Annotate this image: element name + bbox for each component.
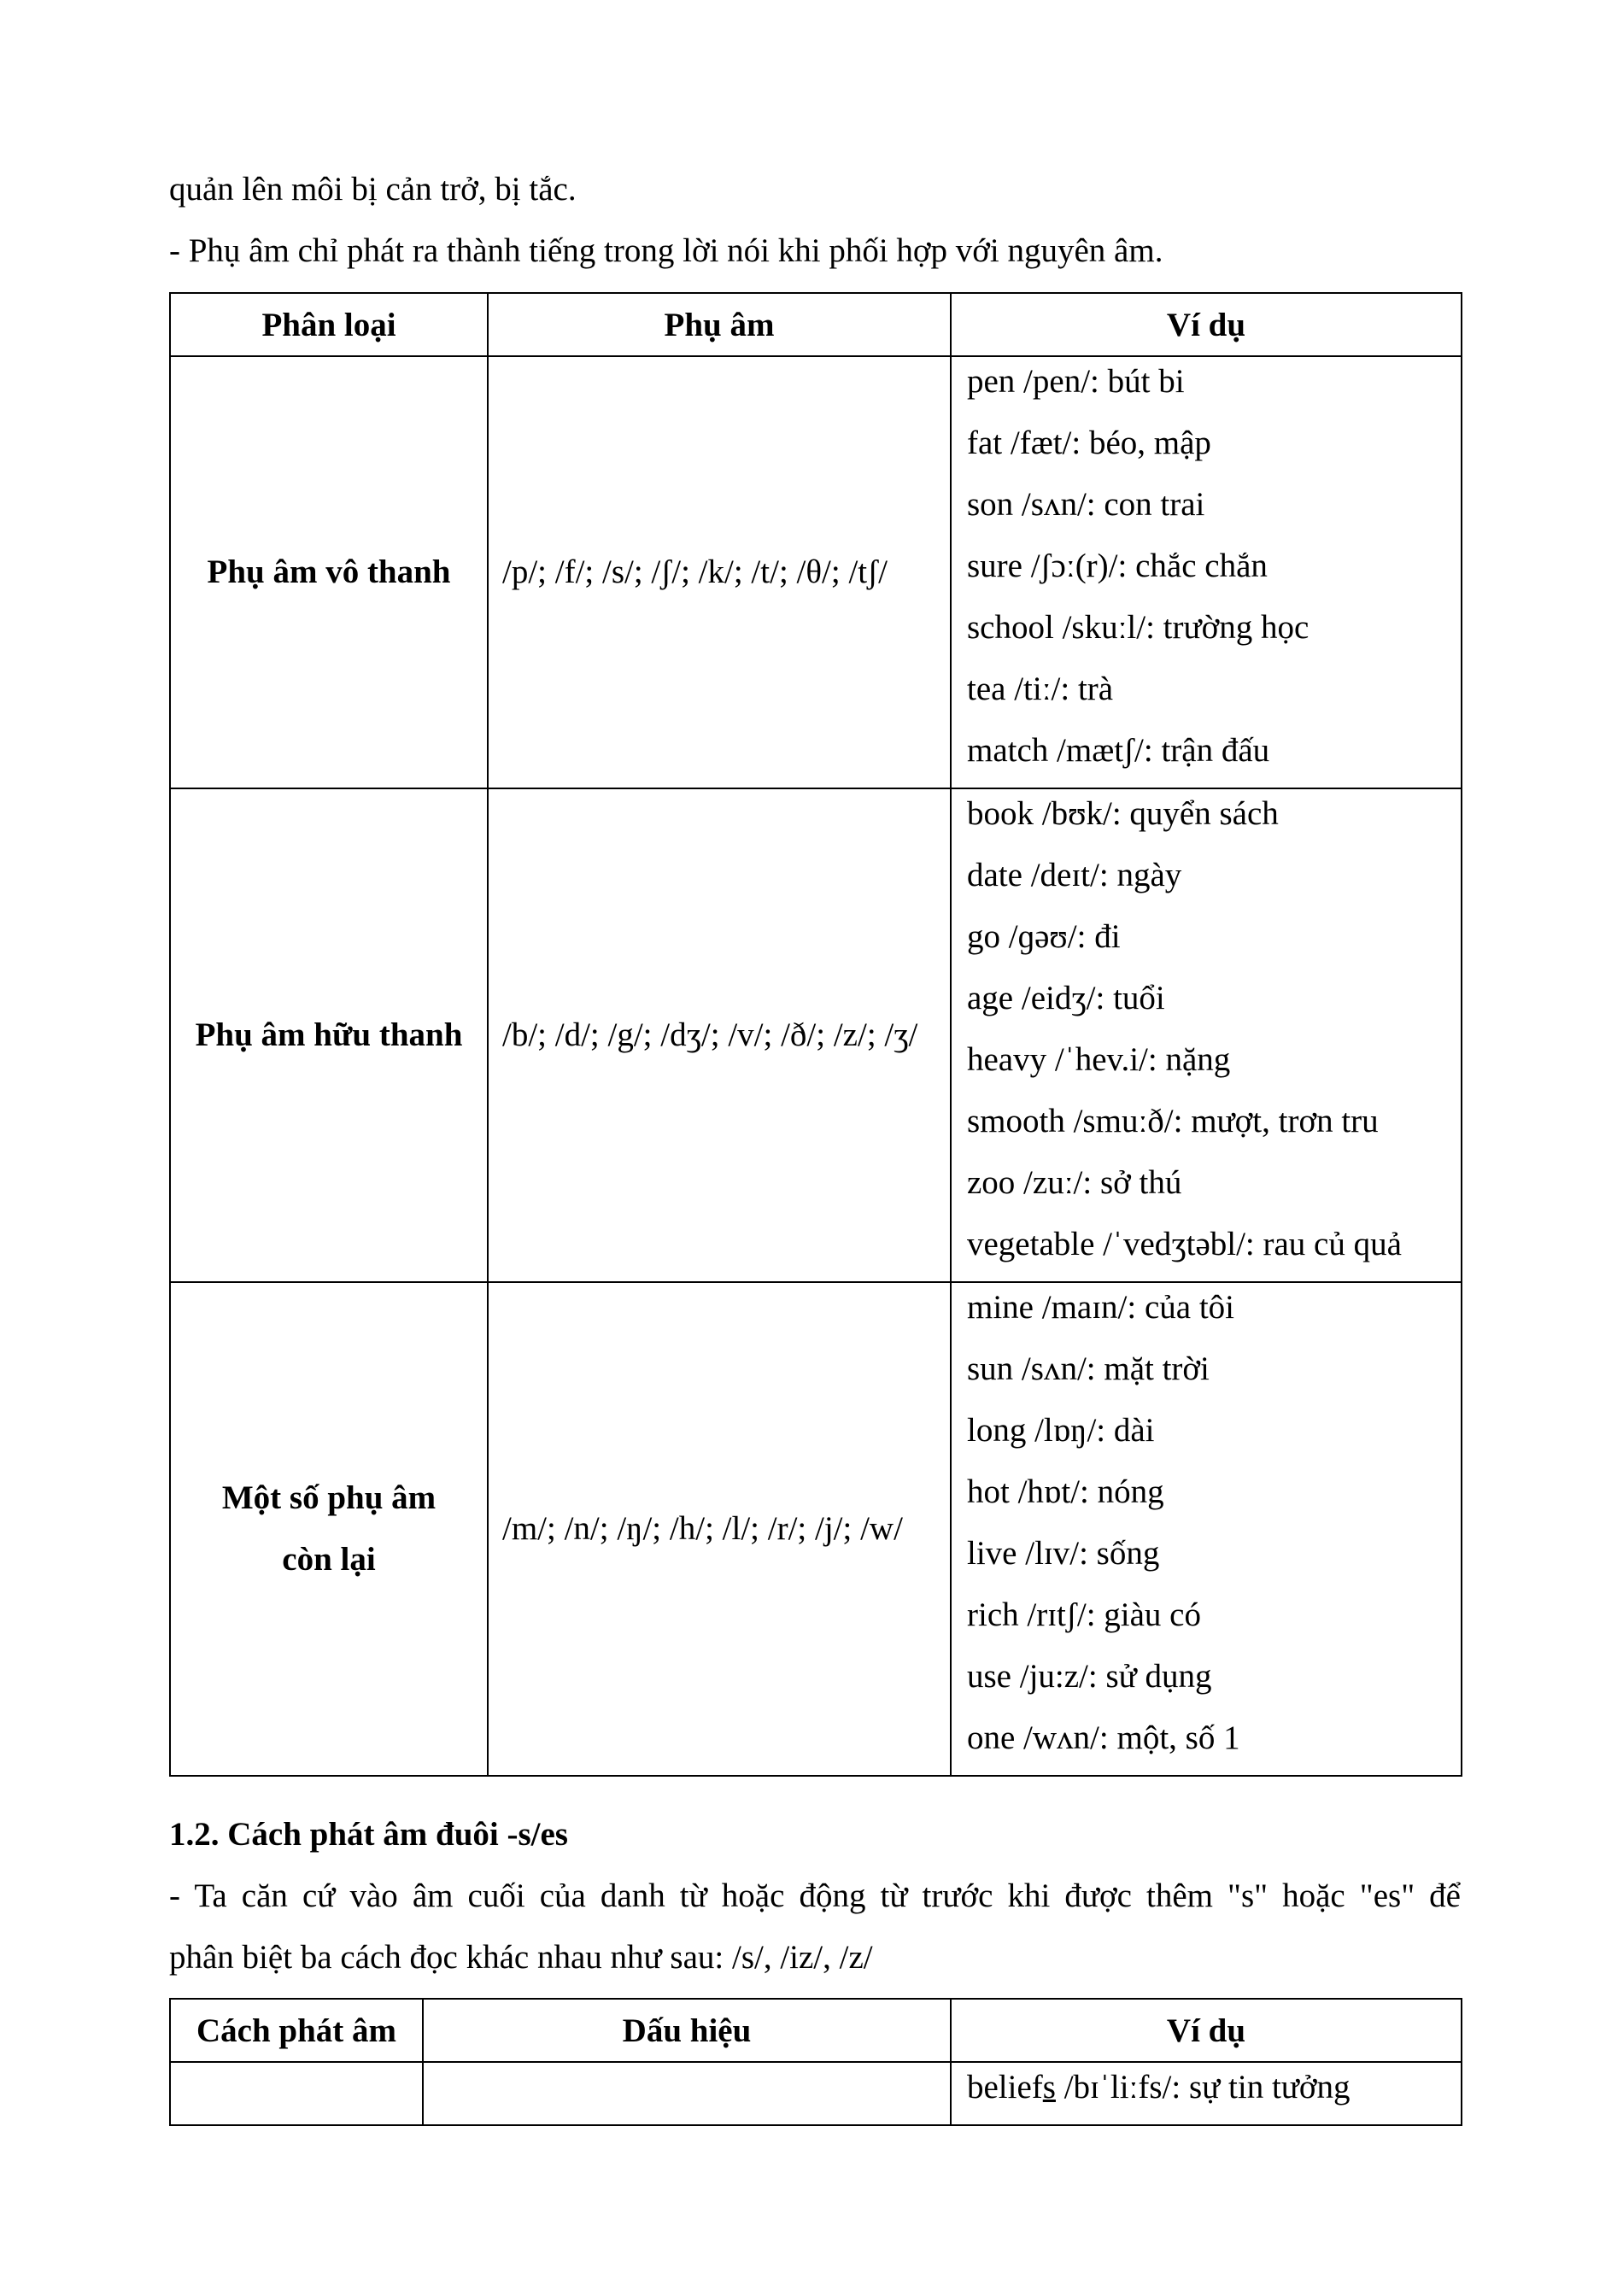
suffix-table-header-row [170, 1999, 1462, 2062]
section-paragraph-line-2: phân biệt ba cách đọc khác nhau như sau: /s/, /iz/, /z/ [169, 1939, 873, 1976]
consonant-list: /b/; /d/; /g/; /dʒ/; /v/; /ð/; /z/; /ʒ/ [502, 1016, 918, 1053]
section-heading: 1.2. Cách phát âm đuôi -s/es [169, 1816, 568, 1853]
header-category: Phân loại [170, 293, 488, 356]
consonant-cell [488, 356, 951, 788]
header-consonant: Phụ âm [488, 293, 951, 356]
category-label: Phụ âm vô thanh [207, 554, 451, 590]
example-item: match /mætʃ/: trận đấu [967, 732, 1270, 769]
table-row [170, 788, 1462, 1282]
example-item: heavy /ˈhev.i/: nặng [967, 1041, 1231, 1078]
example-item: long /lɒŋ/: dài [967, 1412, 1155, 1449]
category-label: Phụ âm hữu thanh [195, 1016, 463, 1053]
example-item: go /ɡəʊ/: đi [967, 918, 1121, 955]
example-item: date /deɪt/: ngày [967, 857, 1182, 893]
consonant-cell [488, 788, 951, 1282]
category-cell [170, 1282, 488, 1776]
example-item: rich /rɪtʃ/: giàu có [967, 1596, 1201, 1633]
example-item: mine /maɪn/: của tôi [967, 1289, 1235, 1326]
example-item [967, 2063, 1461, 2124]
sign-cell [423, 2062, 951, 2125]
example-item: sure /ʃɔː(r)/: chắc chắn [967, 548, 1268, 584]
example-item: hot /hɒt/: nóng [967, 1473, 1164, 1510]
consonant-table-header-row [170, 293, 1462, 356]
example-cell [951, 1282, 1462, 1776]
example-cell [951, 788, 1462, 1282]
example-cell [951, 356, 1462, 788]
example-item: one /wʌn/: một, số 1 [967, 1719, 1240, 1756]
example-cell [951, 2062, 1462, 2125]
example-item: school /skuːl/: trường học [967, 609, 1310, 646]
example-item: book /bʊk/: quyển sách [967, 795, 1279, 832]
example-item: vegetable /ˈvedʒtəbl/: rau củ quả [967, 1226, 1402, 1262]
example-item: pen /pen/: bút bi [967, 363, 1185, 400]
example-item: smooth /smuːð/: mượt, trơn tru [967, 1103, 1379, 1139]
pronunciation-cell [170, 2062, 423, 2125]
header-example: Ví dụ [951, 1999, 1462, 2062]
header-example: Ví dụ [951, 293, 1462, 356]
example-word-rest: /bɪˈliːfs/: sự tin tưởng [1055, 2069, 1351, 2106]
table-row [170, 1282, 1462, 1776]
consonant-table [169, 292, 1462, 1777]
header-pronunciation: Cách phát âm [170, 1999, 423, 2062]
consonant-list: /m/; /n/; /ŋ/; /h/; /l/; /r/; /j/; /w/ [502, 1510, 903, 1547]
category-cell [170, 788, 488, 1282]
example-item: son /sʌn/: con trai [967, 486, 1205, 523]
category-cell [170, 356, 488, 788]
example-item: live /lɪv/: sống [967, 1535, 1160, 1572]
example-word-stem: belief [967, 2069, 1043, 2106]
example-word-suffix: s [1042, 2069, 1056, 2106]
example-item: age /eidʒ/: tuổi [967, 980, 1165, 1016]
table-row [170, 356, 1462, 788]
suffix-table [169, 1998, 1462, 2126]
consonant-list: /p/; /f/; /s/; /ʃ/; /k/; /t/; /θ/; /tʃ/ [502, 554, 888, 590]
consonant-cell [488, 1282, 951, 1776]
example-item: sun /sʌn/: mặt trời [967, 1350, 1210, 1387]
example-item: tea /tiː/: trà [967, 671, 1114, 707]
intro-line-2: - Phụ âm chỉ phát ra thành tiếng trong lời nói khi phối hợp với nguyên âm. [169, 232, 1163, 269]
section-paragraph-line-1: - Ta căn cứ vào âm cuối của danh từ hoặc động từ trước khi được thêm "s" hoặc "es" để [169, 1877, 1461, 1914]
category-label-line-1: Một số phụ âm [221, 1479, 437, 1516]
example-item: fat /fæt/: béo, mập [967, 425, 1211, 461]
example-item: use /ju:z/: sử dụng [967, 1658, 1212, 1695]
intro-line-1: quản lên môi bị cản trở, bị tắc. [169, 171, 577, 208]
table-row [170, 2062, 1462, 2125]
example-item: zoo /zuː/: sở thú [967, 1164, 1182, 1201]
category-label-line-2: còn lại [282, 1541, 376, 1578]
header-sign: Dấu hiệu [423, 1999, 951, 2062]
